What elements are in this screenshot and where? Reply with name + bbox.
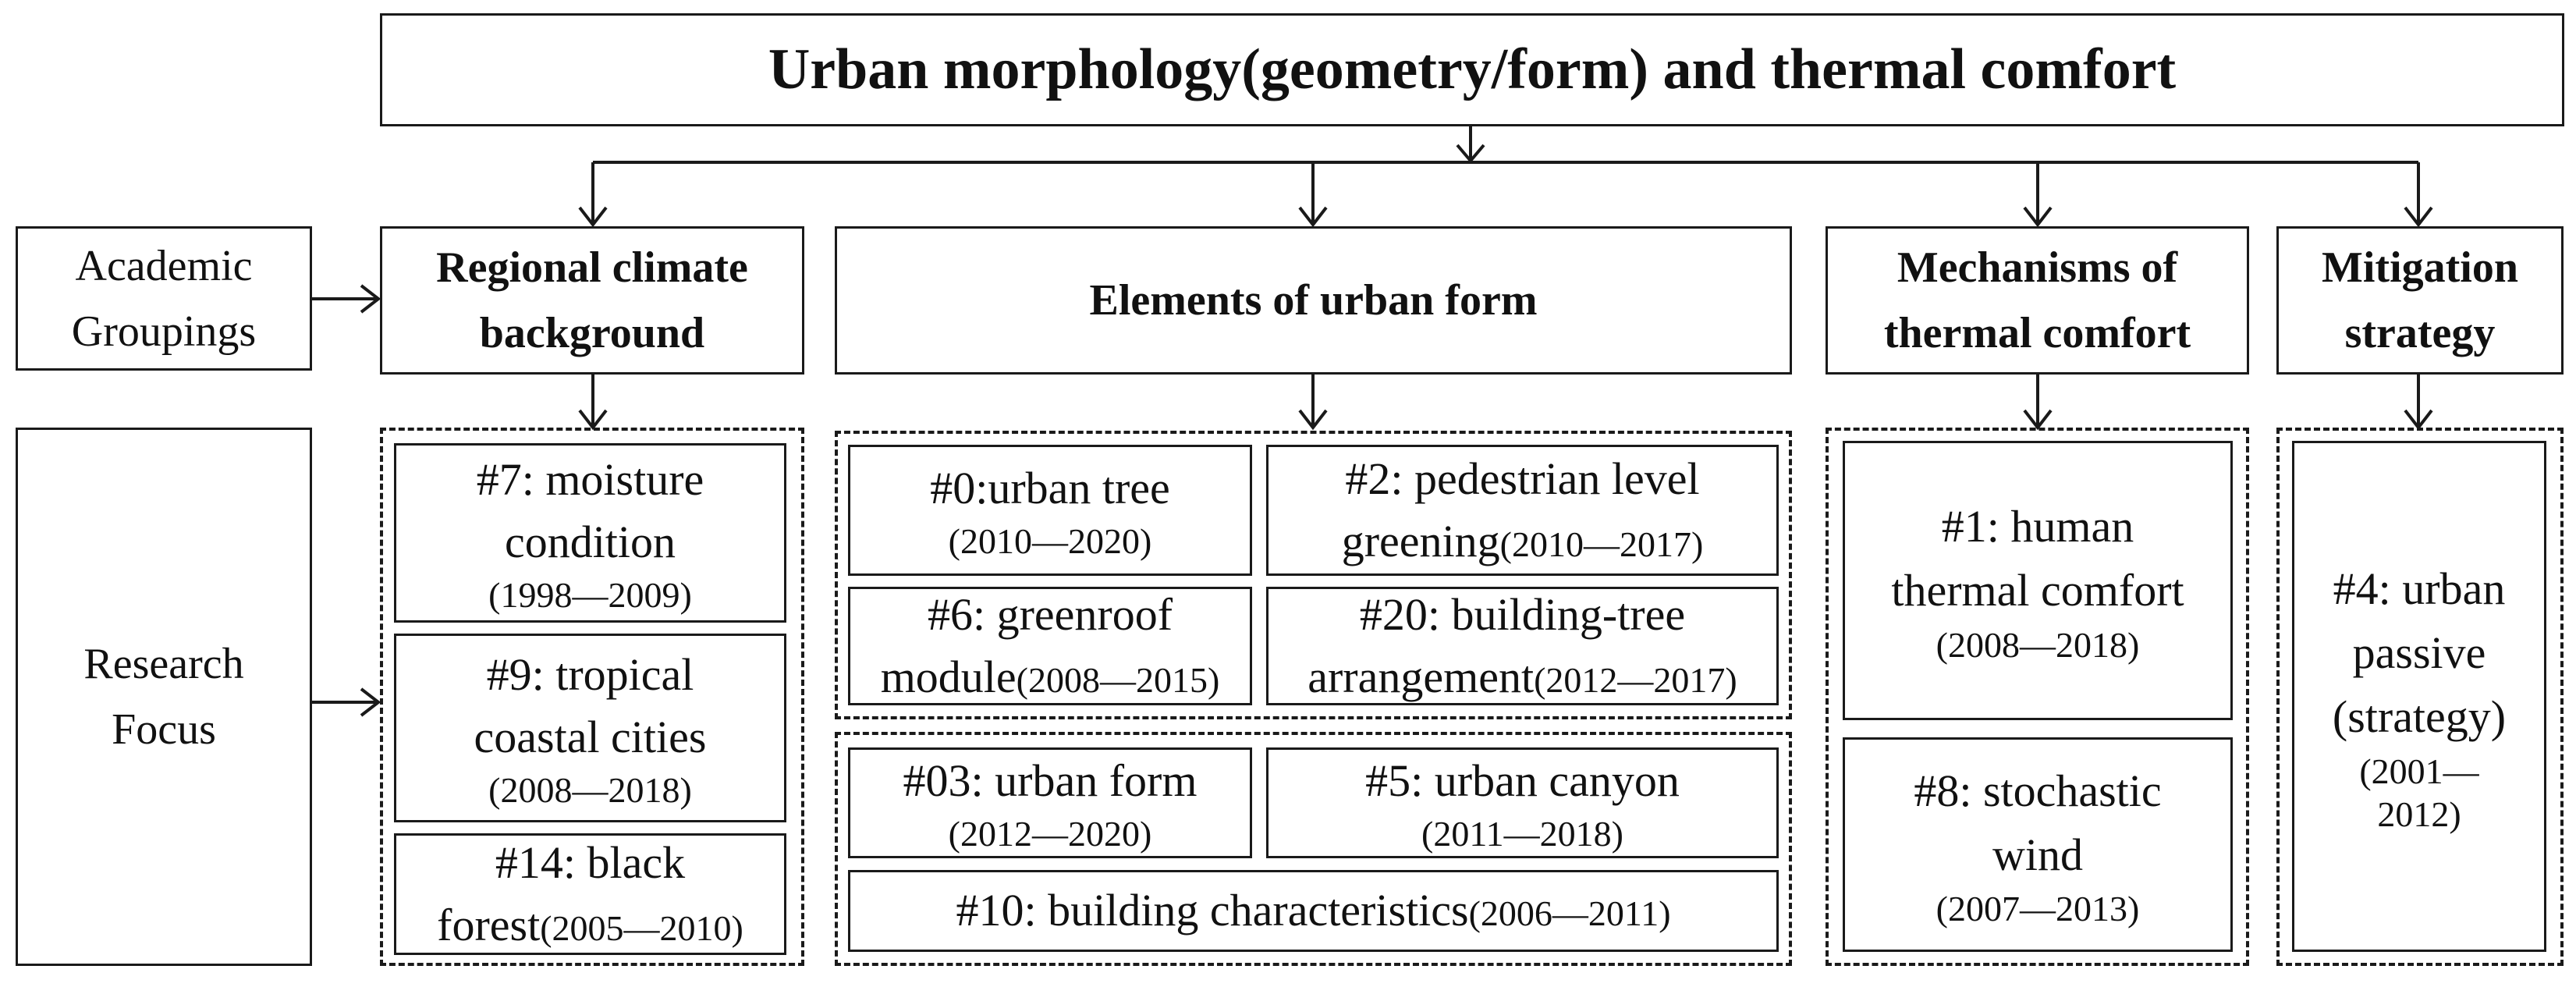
cluster-2-pedestrian-level-greening: #2: pedestrian level greening(2010—2017) [1266,445,1779,576]
cluster-0-urban-tree: #0:urban tree (2010—2020) [848,445,1252,576]
cluster-1-human-thermal-comfort: #1: human thermal comfort (2008—2018) [1843,441,2233,720]
cluster-4-urban-passive-strategy: #4: urban passive (strategy) (2001— 2012) [2292,441,2546,952]
row-label-research-focus: Research Focus [16,428,312,966]
cluster-9-tropical-coastal-cities: #9: tropical coastal cities (2008—2018) [394,634,786,822]
cluster-03-urban-form: #03: urban form (2012—2020) [848,747,1252,858]
diagram-title: Urban morphology(geometry/form) and thermal comfort [768,37,2177,102]
group-elements-urban-form: Elements of urban form [835,226,1792,375]
cluster-20-building-tree-arrangement: #20: building-tree arrangement(2012—2017) [1266,587,1779,705]
row-label-academic-groupings: Academic Groupings [16,226,312,371]
group-regional-climate: Regional climate background [380,226,804,375]
group-mechanisms-thermal-comfort: Mechanisms of thermal comfort [1826,226,2249,375]
cluster-5-urban-canyon: #5: urban canyon (2011—2018) [1266,747,1779,858]
diagram-title-box [380,13,2564,126]
cluster-6-greenroof-module: #6: greenroof module(2008—2015) [848,587,1252,705]
cluster-10-building-characteristics: #10: building characteristics(2006—2011) [848,870,1779,952]
cluster-7-moisture-condition: #7: moisture condition (1998—2009) [394,443,786,623]
cluster-14-black-forest: #14: black forest(2005—2010) [394,833,786,955]
cluster-8-stochastic-wind: #8: stochastic wind (2007—2013) [1843,737,2233,952]
group-mitigation-strategy: Mitigation strategy [2276,226,2564,375]
